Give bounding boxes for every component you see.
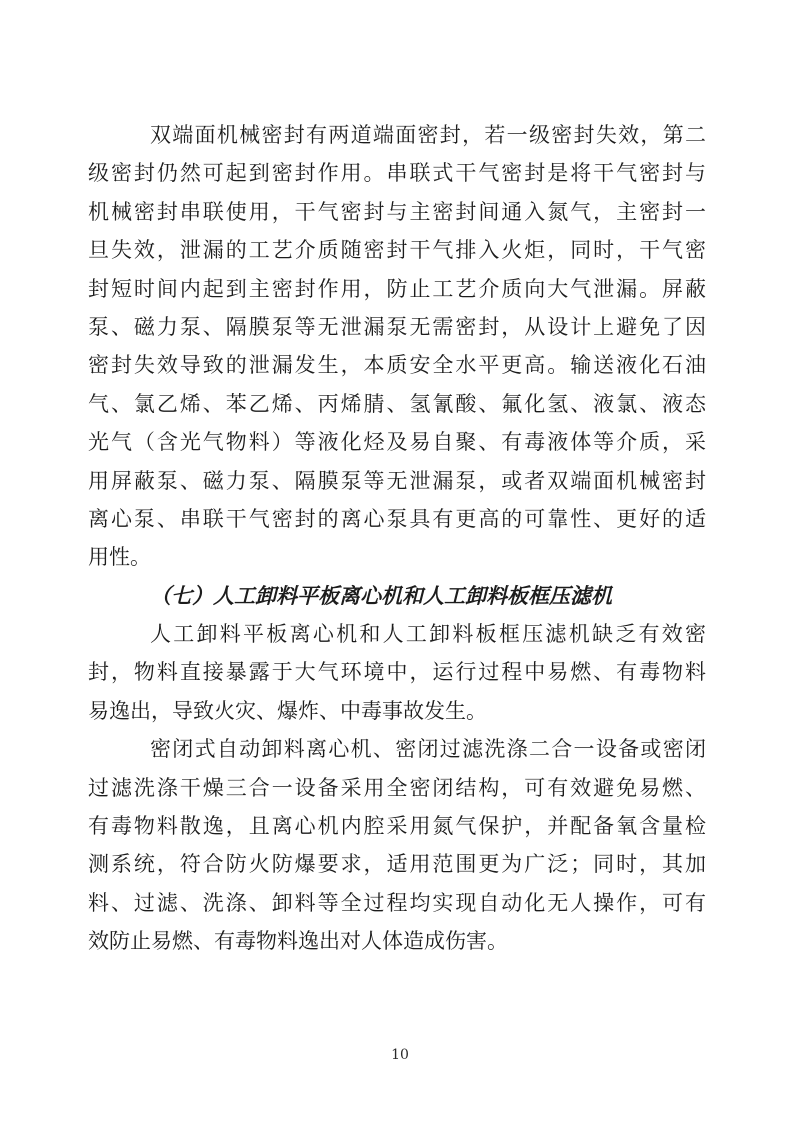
text-line: 离心泵、串联干气密封的离心泵具有更高的可靠性、更好的适 [88, 506, 706, 531]
text-line: 用屏蔽泵、磁力泵、隔膜泵等无泄漏泵，或者双端面机械密封 [88, 468, 706, 493]
text-line: 用性。 [88, 545, 151, 570]
text-line: 气、氯乙烯、苯乙烯、丙烯腈、氢氰酸、氟化氢、液氯、液态 [88, 391, 706, 416]
text-line: 密封失效导致的泄漏发生，本质安全水平更高。输送液化石油 [88, 353, 706, 378]
text-line: 封短时间内起到主密封作用，防止工艺介质向大气泄漏。屏蔽 [88, 276, 706, 301]
text-body [88, 116, 706, 961]
text-line: 双端面机械密封有两道端面密封，若一级密封失效，第二 [150, 123, 706, 147]
text-line: 光气（含光气物料）等液化烃及易自聚、有毒液体等介质，采 [88, 430, 706, 455]
text-line: 有毒物料散逸，且离心机内腔采用氮气保护，并配备氧含量检 [88, 814, 706, 839]
paragraph [88, 615, 706, 730]
text-line: 效防止易燃、有毒物料逸出对人体造成伤害。 [88, 929, 508, 954]
text-line: 泵、磁力泵、隔膜泵等无泄漏泵无需密封，从设计上避免了因 [88, 314, 706, 339]
text-line: 易逸出，导致火灾、爆炸、中毒事故发生。 [88, 698, 487, 723]
paragraph [88, 730, 706, 960]
page-number: 10 [391, 1047, 409, 1063]
text-line: 人工卸料平板离心机和人工卸料板框压滤机缺乏有效密 [150, 622, 706, 647]
heading-line: （七）人工卸料平板离心机和人工卸料板框压滤机 [150, 582, 612, 608]
text-line: 密闭式自动卸料离心机、密闭过滤洗涤二合一设备或密闭 [150, 737, 706, 762]
text-line: 料、过滤、洗涤、卸料等全过程均实现自动化无人操作，可有 [88, 890, 706, 915]
text-line: 级密封仍然可起到密封作用。串联式干气密封是将干气密封与 [88, 161, 706, 186]
text-line: 封，物料直接暴露于大气环境中，运行过程中易燃、有毒物料 [88, 660, 706, 685]
text-line: 过滤洗涤干燥三合一设备采用全密闭结构，可有效避免易燃、 [88, 775, 706, 800]
text-line: 机械密封串联使用，干气密封与主密封间通入氮气，主密封一 [88, 199, 706, 224]
text-line: 旦失效，泄漏的工艺介质随密封干气排入火炬，同时，干气密 [88, 238, 706, 263]
text-line: 测系统，符合防火防爆要求，适用范围更为广泛；同时，其加 [88, 852, 706, 877]
paragraph [88, 116, 706, 577]
section-heading [88, 577, 706, 615]
